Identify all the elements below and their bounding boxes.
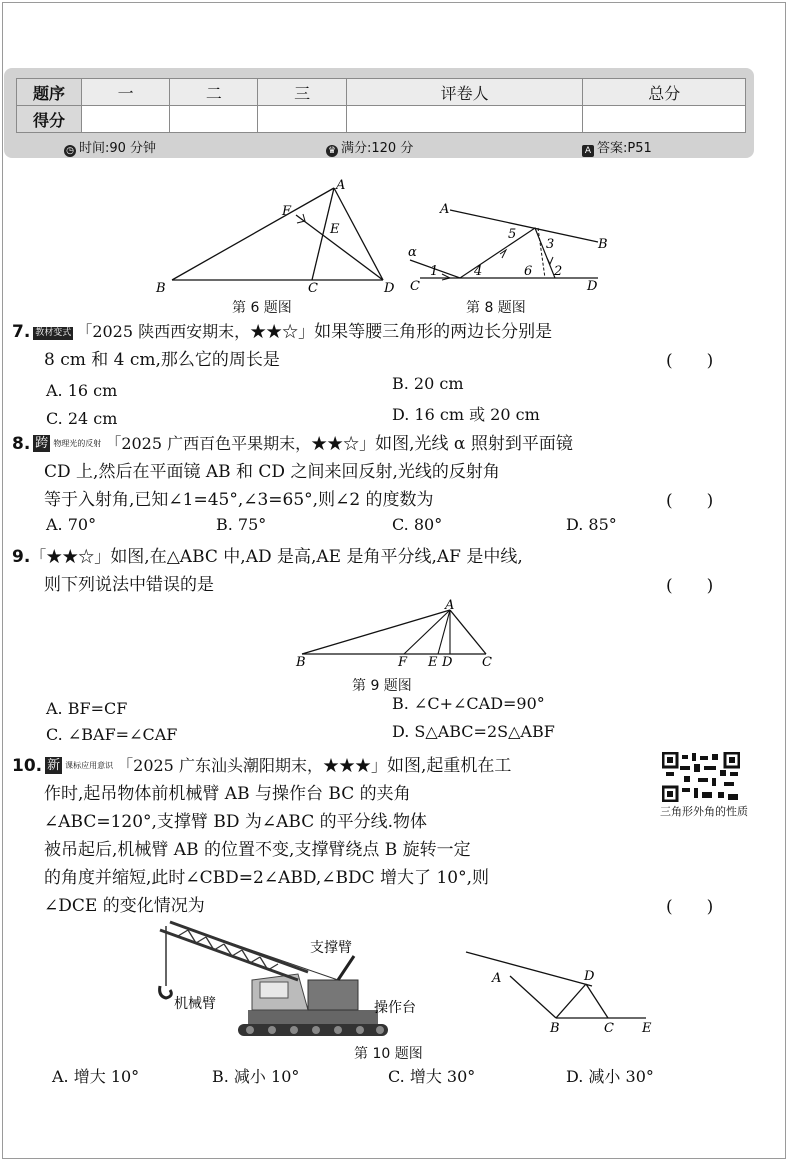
q7-option-a[interactable]: A. 16 cm	[46, 381, 118, 400]
fig10-label-C: C	[604, 1021, 614, 1036]
q7-option-b[interactable]: B. 20 cm	[392, 374, 464, 393]
full-marks-info: ♛ 满分:120 分	[327, 141, 414, 156]
fig8-label-C: C	[410, 279, 420, 294]
fig9-label-F: F	[398, 655, 408, 670]
crane-label-mech-arm: 机械臂	[174, 996, 216, 1012]
q7-tag: 教材变式	[35, 328, 72, 338]
score-cell-grader[interactable]	[346, 106, 583, 133]
q8-number: 8.	[12, 434, 31, 454]
fig8-label-3: 3	[546, 237, 555, 252]
q9-line1	[12, 543, 523, 571]
score-table-panel	[4, 68, 754, 158]
crane-label-support-arm: 支撑臂	[310, 940, 352, 956]
q8-source: 「2025 广西百色平果期末，★★☆」	[105, 434, 376, 453]
q7-text1: 如果等腰三角形的两边长分别是	[314, 322, 553, 342]
q8-text2: CD 上,然后在平面镜 AB 和 CD 之间来回反射,光线的反射角	[44, 462, 500, 482]
q9-number: 9.	[12, 547, 31, 567]
q8-option-c[interactable]: C. 80°	[392, 515, 443, 534]
score-cell-2[interactable]	[170, 106, 258, 133]
qr-caption: 三角形外角的性质	[660, 805, 748, 818]
score-table	[16, 78, 746, 133]
col-header-grader: 评卷人	[346, 79, 583, 106]
fig10-label-E: E	[642, 1021, 652, 1036]
crane-illustration	[148, 920, 448, 1042]
q9-text2: 则下列说法中错误的是	[44, 575, 214, 595]
q10-tag-sub: 课标应用意识	[65, 761, 114, 770]
q10-tag: 新	[47, 758, 61, 773]
fig8-label-6: 6	[524, 264, 533, 279]
q8-tag: 跨	[35, 436, 49, 451]
q10-option-b[interactable]: B. 减小 10°	[212, 1067, 300, 1086]
qr-code-icon[interactable]	[662, 752, 740, 802]
q9-source: 「★★☆」	[30, 547, 111, 566]
fig8-label-B: B	[598, 237, 608, 252]
q9-option-c[interactable]: C. ∠BAF=∠CAF	[46, 725, 178, 744]
figure-6	[150, 176, 400, 296]
q7-number: 7.	[12, 322, 31, 342]
q9-answer-paren[interactable]: ( )	[666, 576, 714, 596]
crane-label-platform: 操作台	[374, 1000, 416, 1016]
q8-option-a[interactable]: A. 70°	[46, 515, 97, 534]
q7-source: 「2025 陕西西安期末，★★☆」	[76, 322, 315, 341]
q9-option-d[interactable]: D. S△ABC=2S△ABF	[392, 722, 555, 741]
fig8-label-5: 5	[508, 227, 517, 242]
q8-option-d[interactable]: D. 85°	[566, 515, 617, 534]
fig9-label-A: A	[445, 598, 455, 613]
q10-answer-paren[interactable]: ( )	[666, 897, 714, 917]
q10-option-a[interactable]: A. 增大 10°	[52, 1067, 140, 1086]
q10-option-d[interactable]: D. 减小 30°	[566, 1067, 654, 1086]
fig8-label-1: 1	[430, 264, 439, 279]
fig10-label-A: A	[492, 971, 502, 986]
q8-line1	[12, 430, 573, 458]
q8-answer-paren[interactable]: ( )	[666, 491, 714, 511]
fig10-label-B: B	[550, 1021, 560, 1036]
q8-text3: 等于入射角,已知∠1=45°,∠3=65°,则∠2 的度数为	[44, 490, 434, 510]
fig6-label-A: A	[336, 178, 346, 193]
q10-text2: 作时,起吊物体前机械臂 AB 与操作台 BC 的夹角	[44, 784, 411, 804]
figure-9	[290, 596, 510, 670]
q9-option-b[interactable]: B. ∠C+∠CAD=90°	[392, 694, 545, 713]
score-cell-1[interactable]	[82, 106, 170, 133]
q7-line1	[12, 318, 552, 346]
score-cell-3[interactable]	[258, 106, 346, 133]
q10-number: 10.	[12, 756, 43, 776]
q10-source: 「2025 广东汕头潮阳期末，★★★」	[117, 756, 387, 775]
q8-text1: 如图,光线 α 照射到平面镜	[375, 434, 573, 454]
q10-text1: 如图,起重机在工	[386, 756, 512, 776]
q10-option-c[interactable]: C. 增大 30°	[388, 1067, 476, 1086]
fig9-label-B: B	[296, 655, 306, 670]
col-header-1: 一	[82, 79, 170, 106]
q10-text5: 的角度并缩短,此时∠CBD=2∠ABD,∠BDC 增大了 10°,则	[44, 868, 489, 888]
fig8-label-2: 2	[554, 264, 563, 279]
q7-answer-paren[interactable]: ( )	[666, 351, 714, 371]
fig9-label-C: C	[482, 655, 492, 670]
col-header-order: 题序	[17, 79, 82, 106]
fig8-caption: 第 8 题图	[466, 300, 526, 316]
q9-text1: 如图,在△ABC 中,AD 是高,AE 是角平分线,AF 是中线,	[110, 547, 523, 567]
figure-10	[460, 940, 670, 1038]
col-header-2: 二	[170, 79, 258, 106]
fig9-caption: 第 9 题图	[352, 678, 412, 694]
figure-8	[402, 198, 617, 296]
q7-option-d[interactable]: D. 16 cm 或 20 cm	[392, 405, 540, 424]
q10-text6: ∠DCE 的变化情况为	[44, 896, 205, 916]
answer-icon: A	[582, 145, 594, 157]
fig9-label-D: D	[442, 655, 453, 670]
time-info: ◷ 时间:90 分钟	[64, 137, 156, 157]
trophy-icon: ♛	[327, 146, 337, 156]
q7-text2: 8 cm 和 4 cm,那么它的周长是	[44, 350, 280, 370]
score-cell-total[interactable]	[583, 106, 746, 133]
fig8-label-A: A	[440, 202, 450, 217]
fig10-label-D: D	[584, 969, 595, 984]
col-header-total: 总分	[583, 79, 746, 106]
fig6-caption: 第 6 题图	[232, 300, 292, 316]
fig6-label-F: F	[282, 204, 292, 219]
fig6-label-E: E	[330, 222, 340, 237]
fig8-label-D: D	[587, 279, 598, 294]
clock-icon: ◷	[64, 145, 76, 157]
q9-option-a[interactable]: A. BF=CF	[46, 699, 128, 718]
answer-ref-info: A 答案:P51	[582, 137, 652, 157]
q8-option-b[interactable]: B. 75°	[216, 515, 267, 534]
q7-option-c[interactable]: C. 24 cm	[46, 409, 118, 428]
q10-text3: ∠ABC=120°,支撑臂 BD 为∠ABC 的平分线.物体	[44, 812, 428, 832]
row-label-score: 得分	[17, 106, 82, 133]
fig8-label-4: 4	[474, 264, 483, 279]
col-header-3: 三	[258, 79, 346, 106]
fig8-label-alpha: α	[408, 245, 417, 260]
q10-text4: 被吊起后,机械臂 AB 的位置不变,支撑臂绕点 B 旋转一定	[44, 840, 471, 860]
q8-tag-sub: 物理光的反射	[53, 439, 102, 448]
fig9-label-E: E	[428, 655, 438, 670]
q10-line1	[12, 752, 511, 780]
fig6-label-B: B	[156, 281, 166, 296]
fig10-caption: 第 10 题图	[354, 1046, 423, 1062]
fig6-label-D: D	[384, 281, 395, 296]
fig6-label-C: C	[308, 281, 318, 296]
